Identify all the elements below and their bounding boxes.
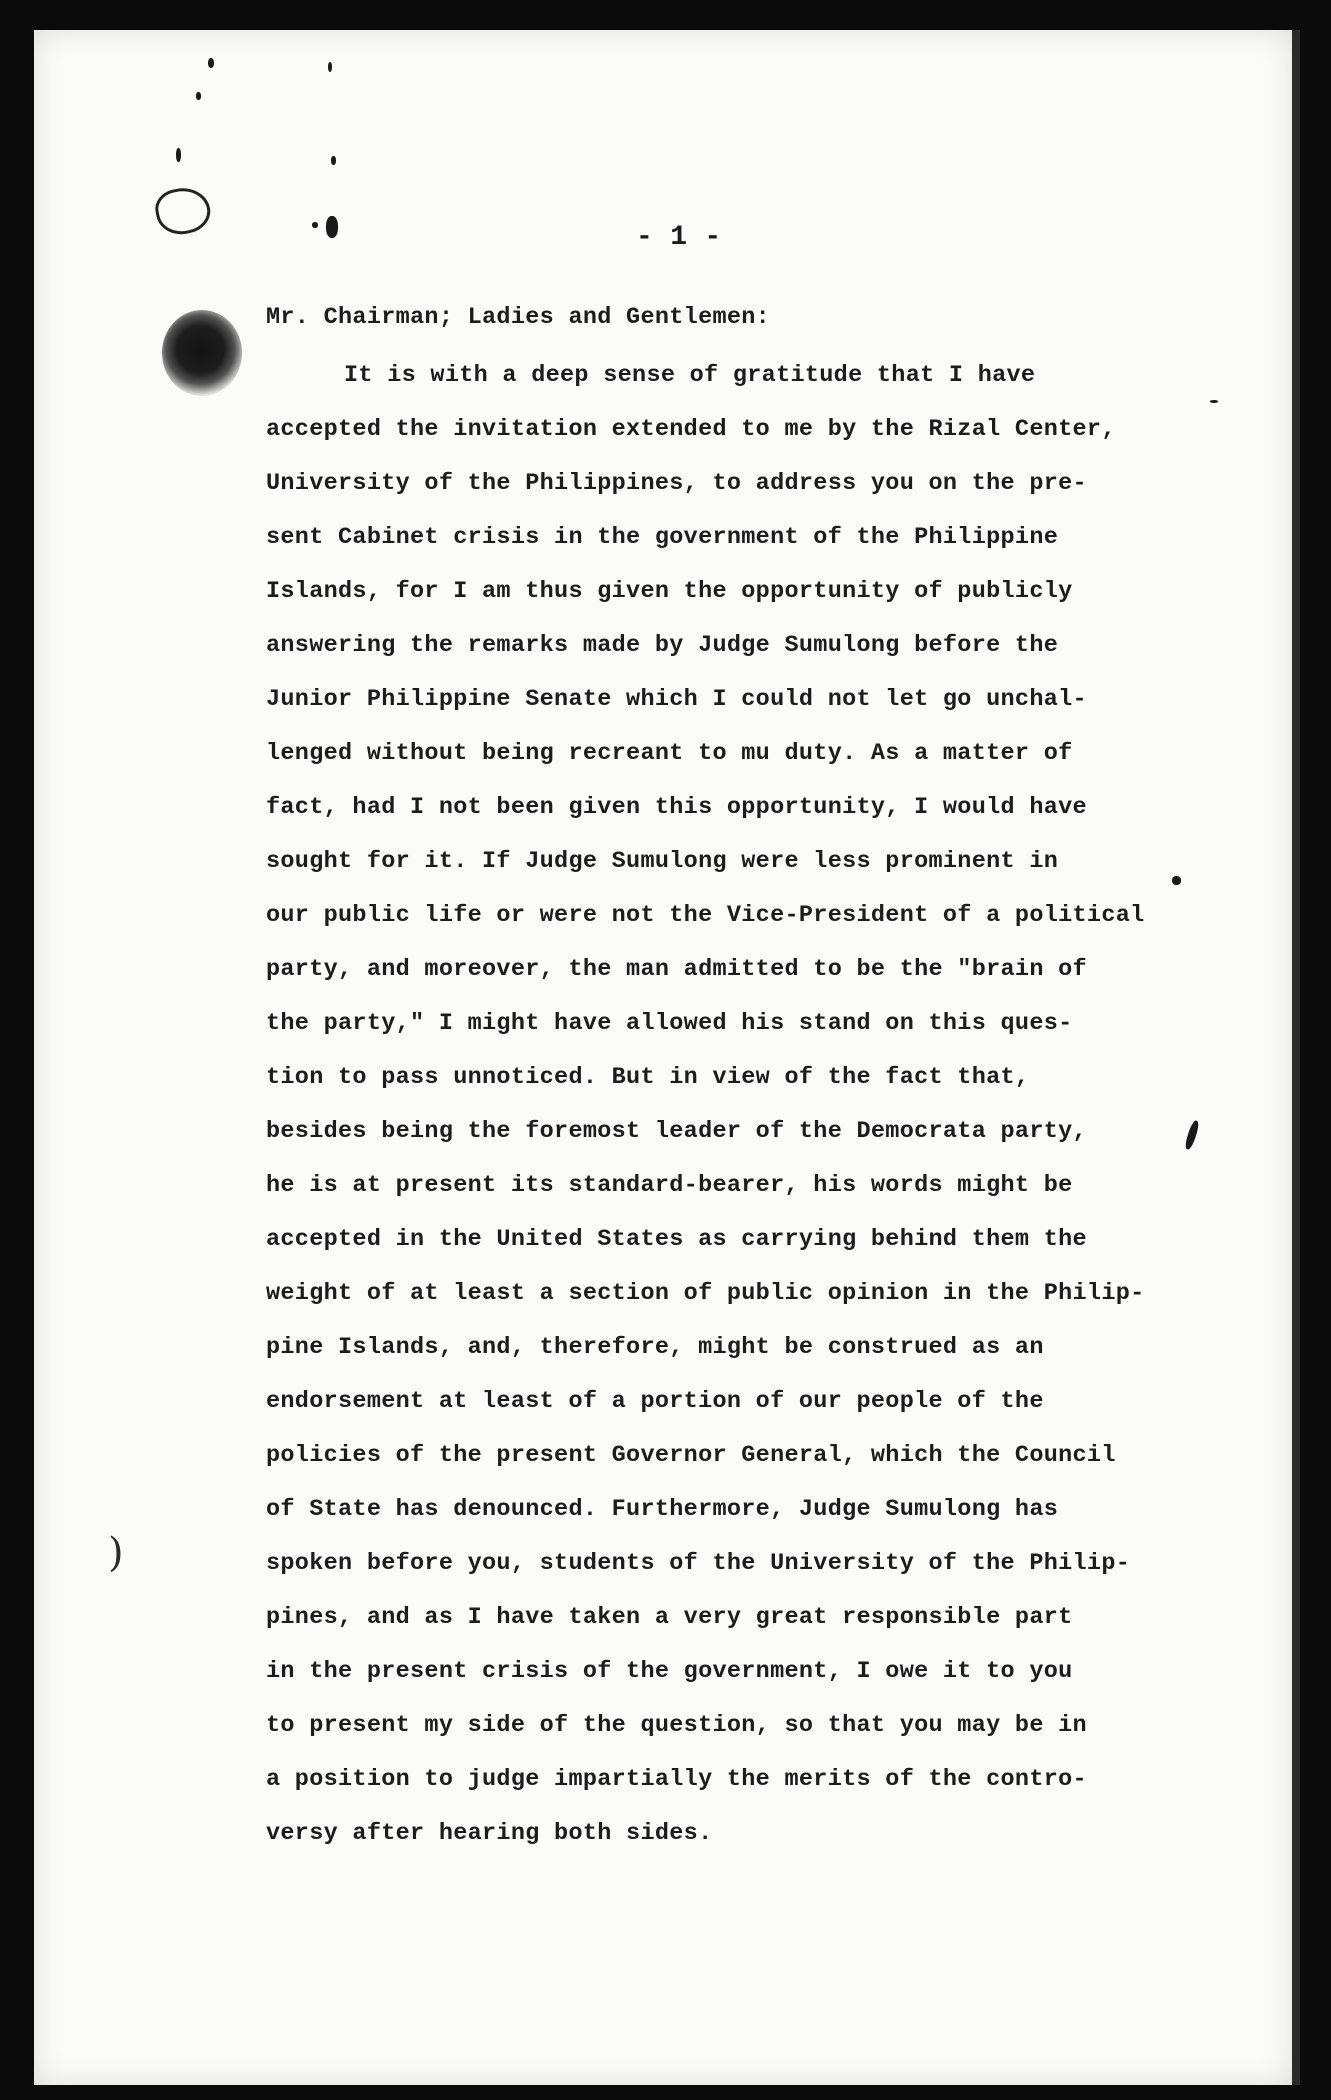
salutation: Mr. Chairman; Ladies and Gentlemen: — [266, 304, 771, 331]
text-line: pines, and as I have taken a very great responsible part — [266, 1604, 1073, 1631]
ink-speck — [331, 156, 336, 165]
text-line: our public life or were not the Vice-President of a political — [266, 902, 1145, 929]
text-line: versy after hearing both sides. — [266, 1820, 713, 1847]
page-number: - 1 - — [636, 222, 722, 253]
text-line: to present my side of the question, so that you may be in — [266, 1712, 1087, 1739]
text-line: tion to pass unnoticed. But in view of the fact that, — [266, 1064, 1030, 1091]
ink-speck — [326, 216, 338, 238]
text-line: the party," I might have allowed his stand on this ques- — [266, 1010, 1073, 1037]
body-paragraph — [266, 358, 1226, 1870]
text-line: spoken before you, students of the University of the Philip- — [266, 1550, 1131, 1577]
text-line: he is at present its standard-bearer, his words might be — [266, 1172, 1073, 1199]
text-line: lenged without being recreant to mu duty. As a matter of — [266, 740, 1073, 767]
text-line: policies of the present Governor General, which the Council — [266, 1442, 1116, 1469]
ink-speck — [328, 62, 332, 72]
ink-blot — [162, 310, 242, 396]
ink-speck — [196, 92, 201, 100]
text-line: University of the Philippines, to address you on the pre- — [266, 470, 1087, 497]
text-line: sought for it. If Judge Sumulong were less prominent in — [266, 848, 1059, 875]
text-line: besides being the foremost leader of the Democrata party, — [266, 1118, 1087, 1145]
text-line: accepted the invitation extended to me by the Rizal Center, — [266, 416, 1116, 443]
text-line: pine Islands, and, therefore, might be construed as an — [266, 1334, 1044, 1361]
ink-speck — [312, 222, 318, 228]
text-line: sent Cabinet crisis in the government of the Philippine — [266, 524, 1059, 551]
text-line: weight of at least a section of public opinion in the Philip- — [266, 1280, 1145, 1307]
text-line: accepted in the United States as carrying behind them the — [266, 1226, 1087, 1253]
text-line: party, and moreover, the man admitted to be the "brain of — [266, 956, 1087, 983]
text-line: It is with a deep sense of gratitude that I have — [344, 362, 1036, 389]
ink-speck — [208, 58, 214, 68]
text-line: Junior Philippine Senate which I could not let go unchal- — [266, 686, 1087, 713]
text-line: in the present crisis of the government, I owe it to you — [266, 1658, 1073, 1685]
text-line: endorsement at least of a portion of our people of the — [266, 1388, 1044, 1415]
text-line: of State has denounced. Furthermore, Judge Sumulong has — [266, 1496, 1059, 1523]
text-line: a position to judge impartially the merits of the contro- — [266, 1766, 1087, 1793]
text-line: answering the remarks made by Judge Sumulong before the — [266, 632, 1059, 659]
page-edge-shadow — [1292, 30, 1300, 2085]
text-line: Islands, for I am thus given the opportunity of publicly — [266, 578, 1073, 605]
text-line: fact, had I not been given this opportunity, I would have — [266, 794, 1087, 821]
ink-speck — [176, 148, 181, 162]
margin-bracket: ) — [108, 1530, 124, 1576]
